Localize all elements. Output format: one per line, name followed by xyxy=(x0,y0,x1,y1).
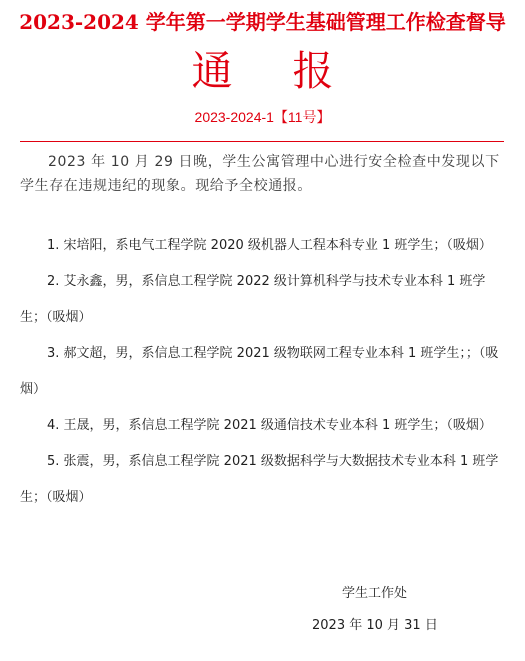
red-divider-line xyxy=(20,141,504,142)
list-item: 3. 郝文超，男，系信息工程学院 2021 级物联网工程专业本科 1 班学生；；（吸烟） xyxy=(20,346,499,397)
issue-date: 2023 年 10 月 31 日 xyxy=(312,618,438,633)
list-item: 2. 艾永鑫，男，系信息工程学院 2022 级计算机科学与技术专业本科 1 班学生；（吸烟） xyxy=(20,274,486,325)
document-number: 2023-2024-1【11号】 xyxy=(194,109,331,125)
notice-title: 通报 xyxy=(191,47,394,95)
intro-paragraph: 2023 年 10 月 29 日晚，学生公寓管理中心进行安全检查中发现以下学生存在违规违纪的现象。现给予全校通报。 xyxy=(20,154,500,194)
issuing-office: 学生工作处 xyxy=(342,586,408,601)
document-header-title: 2023-2024 学年第一学期学生基础管理工作检查督导 xyxy=(19,10,506,34)
list-item: 1. 宋培阳，系电气工程学院 2020 级机器人工程本科专业 1 班学生；（吸烟） xyxy=(47,238,492,253)
violation-list xyxy=(20,228,504,516)
list-item: 5. 张震，男，系信息工程学院 2021 级数据科学与大数据技术专业本科 1 班学生；（吸烟） xyxy=(20,454,499,505)
list-item: 4. 王晟，男，系信息工程学院 2021 级通信技术专业本科 1 班学生；（吸烟） xyxy=(47,418,492,433)
